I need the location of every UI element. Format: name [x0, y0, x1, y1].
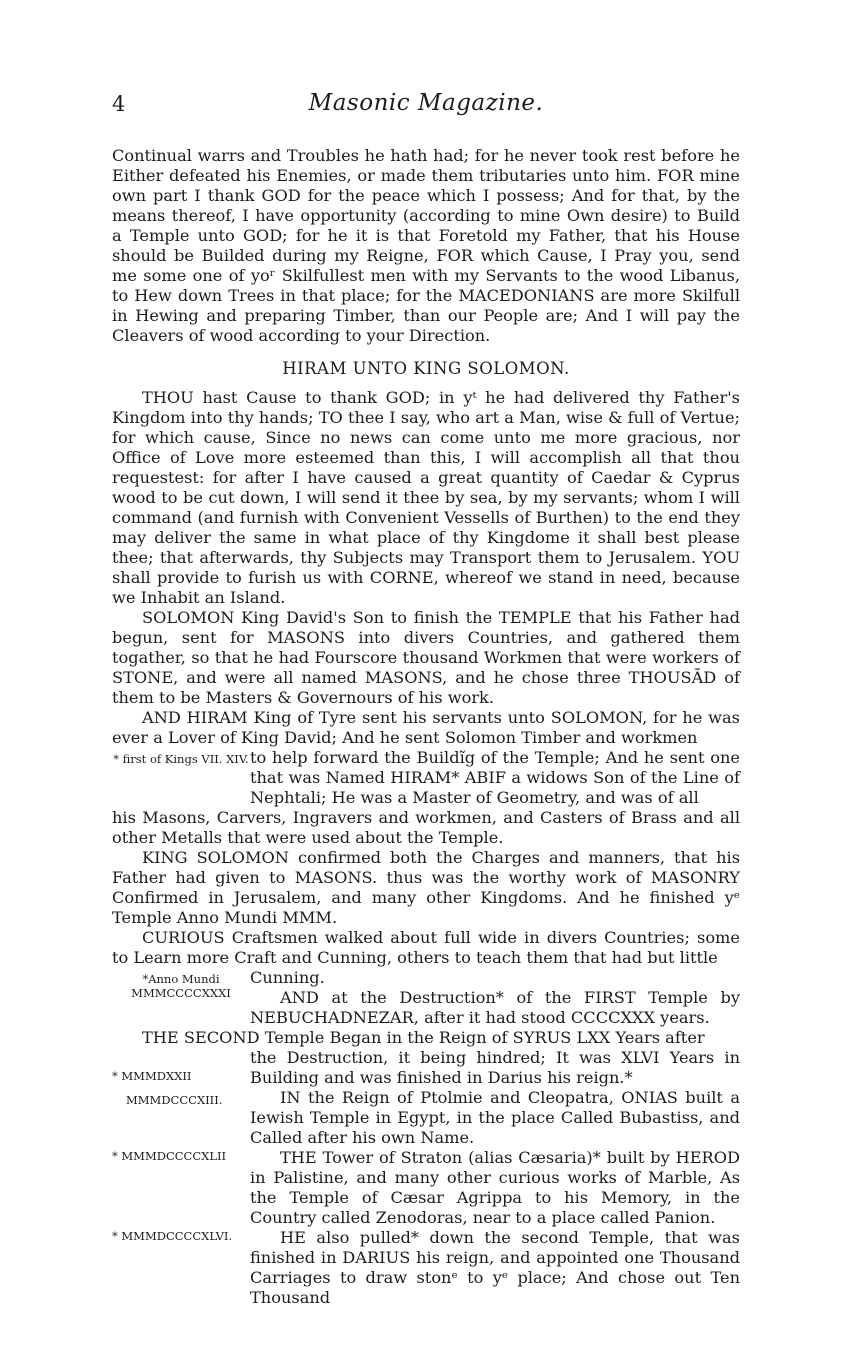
paragraph: AND at the Destruction* of the FIRST Temple by NEBUCHADNEZAR, after it had stood CCCCXXX years. [250, 988, 740, 1027]
paragraph: AND HIRAM King of Tyre sent his servants unto SOLOMON, for he was ever a Lover of King David; And he sent Solomon Timber and workmen [112, 708, 740, 747]
article-body [112, 146, 740, 1308]
paragraph: HE also pulled* down the second Temple, that was finished in DARIUS his reign, and appointed one Thousand Carriages to draw stonᵉ to yᵉ place; And chose out Ten Thousand [250, 1228, 740, 1307]
note-row [112, 1228, 740, 1308]
paragraph: IN the Reign of Ptolmie and Cleopatra, ONIAS built a Iewish Temple in Egypt, in the place Called Bubastiss, and Called after his own Name. [250, 1088, 740, 1147]
note-row [112, 968, 740, 1028]
margin-note: * MMMDXXII [112, 1069, 192, 1083]
margin-note: *Anno Mundi MMMCCCCXXXI [131, 972, 231, 1000]
section-heading: HIRAM UNTO KING SOLOMON. [282, 359, 570, 378]
page-number: 4 [112, 92, 126, 116]
margin-note: * MMMDCCCCXLII [112, 1149, 227, 1163]
paragraph: Cunning. [250, 968, 325, 987]
paragraph: his Masons, Carvers, Ingravers and workmen, and Casters of Brass and all other Metalls that were used about the Temple. [112, 808, 740, 847]
margin-note: * MMMDCCCCXLVI. [112, 1229, 233, 1243]
paragraph: CURIOUS Craftsmen walked about full wide in divers Countries; some to Learn more Craft and Cunning, others to teach them that had but little [112, 928, 740, 967]
paragraph: THOU hast Cause to thank GOD; in yᵗ he had delivered thy Father's Kingdom into thy hands; TO thee I say, who art a Man, wise & full of Vertue; for which cause, Since no news can come unto me more gracious, nor Office of Love more esteemed than this, I will accomplish all that thou requestest: for after I have caused a great quantity of Caedar & Cyprus wood to be cut down, I will send it thee by sea, by my servants; whom I will command (and furnish with Convenient Vessells of Burthen) to the end they may deliver the same in what place of thy Kingdome it shall best please thee; that afterwards, thy Subjects may Transport them to Jerusalem. YOU shall provide to furish us with CORNE, whereof we stand in need, because we Inhabit an Island. [112, 388, 740, 607]
paragraph: THE SECOND Temple Began in the Reign of SYRUS LXX Years after [142, 1028, 705, 1047]
paragraph: KING SOLOMON confirmed both the Charges and manners, that his Father had given to MASONS. thus was the worthy work of MASONRY Confirmed in Jerusalem, and many other Kingdoms. And he finished yᵉ Temple Anno Mundi MMM. [112, 848, 740, 927]
note-row [112, 748, 740, 808]
running-title: Masonic Magazine. [308, 90, 544, 116]
note-row [112, 1148, 740, 1228]
margin-note: * first of Kings VII. XIV. [113, 752, 249, 766]
paragraph: to help forward the Buildĩg of the Temple; And he sent one that was Named HIRAM* ABIF a widows Son of the Line of Nephtali; He was a Master of Geometry, and was of all [250, 748, 740, 807]
note-side-text [250, 968, 740, 1028]
paragraph: SOLOMON King David's Son to finish the TEMPLE that his Father had begun, sent for MASONS into divers Countries, and gathered them togather, so that he had Fourscore thousand Workmen that were workers of STONE, and were all named MASONS, and he chose three THOUSĀD of them to be Masters & Governours of his work. [112, 608, 740, 707]
margin-note: MMMDCCCXIII. [126, 1093, 223, 1107]
paragraph: the Destruction, it being hindred; It was XLVI Years in Building and was finished in Darius his reign.* [250, 1048, 740, 1087]
margin-note-group [112, 1048, 250, 1148]
note-side-text [250, 1048, 740, 1148]
note-row [112, 1048, 740, 1148]
page-header [112, 86, 740, 126]
paragraph: Continual warrs and Troubles he hath had; for he never took rest before he Either defeated his Enemies, or made them tributaries unto him. FOR mine own part I thank GOD for the peace which I possess; And for that, by the means thereof, I have opportunity (according to mine Own desire) to Build a Temple unto GOD; for he it is that Foretold my Father, that his House should be Builded during my Reigne, FOR which Cause, I Pray you, send me some one of yoʳ Skilfullest men with my Servants to the wood Libanus, to Hew down Trees in that place; for the MACEDONIANS are more Skilfull in Hewing and preparing Timber, than our People are; And I will pay the Cleavers of wood according to your Direction. [112, 146, 740, 345]
paragraph: THE Tower of Straton (alias Cæsaria)* built by HEROD in Palistine, and many other curious works of Marble, As the Temple of Cæsar Agrippa to his Memory, in the Country called Zenodoras, near to a place called Panion. [250, 1148, 740, 1227]
